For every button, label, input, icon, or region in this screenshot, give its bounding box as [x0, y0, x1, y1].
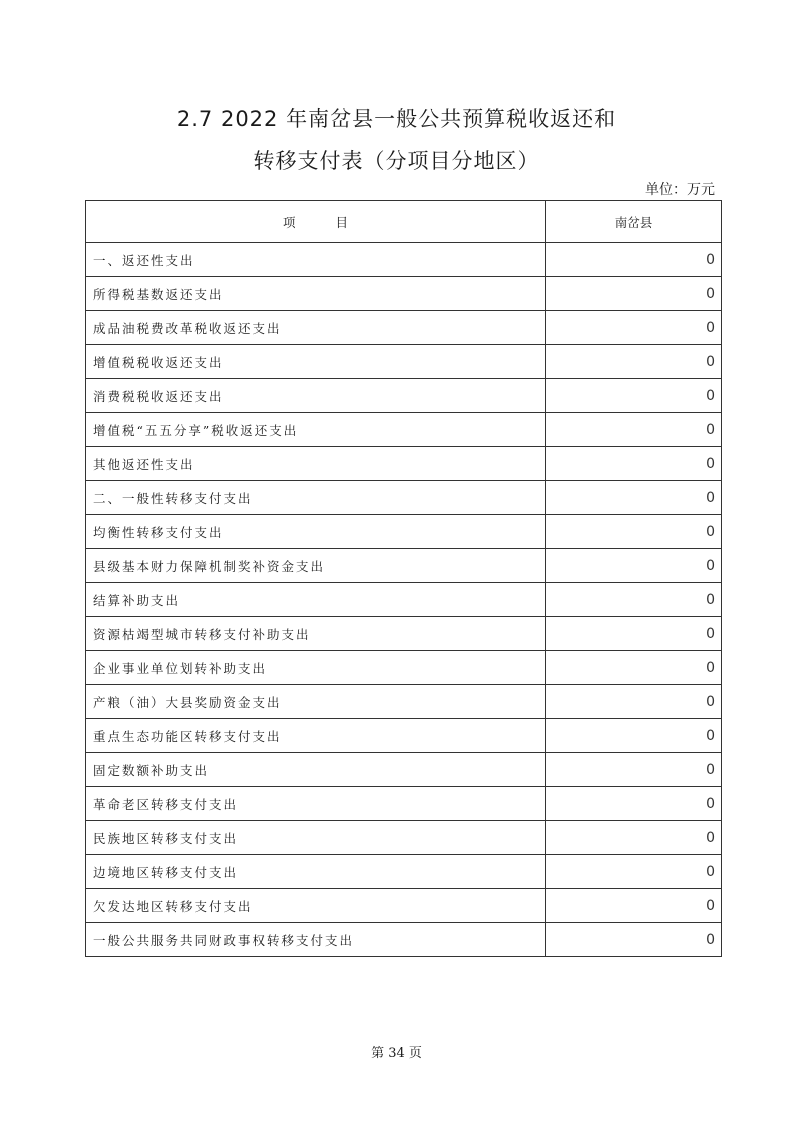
- header-item: 项 目: [86, 201, 546, 243]
- row-item-name: 增值税税收返还支出: [86, 345, 546, 379]
- table-row: [86, 413, 722, 447]
- row-item-name: 县级基本财力保障机制奖补资金支出: [86, 549, 546, 583]
- row-item-value: 0: [546, 277, 722, 311]
- table-row: [86, 787, 722, 821]
- table-row: [86, 243, 722, 277]
- table-row: [86, 685, 722, 719]
- row-item-name: 重点生态功能区转移支付支出: [86, 719, 546, 753]
- row-item-name: 成品油税费改革税收返还支出: [86, 311, 546, 345]
- row-item-value: 0: [546, 379, 722, 413]
- row-item-value: 0: [546, 787, 722, 821]
- row-item-name: 所得税基数返还支出: [86, 277, 546, 311]
- row-item-value: 0: [546, 243, 722, 277]
- row-item-name: 固定数额补助支出: [86, 753, 546, 787]
- table-row: [86, 719, 722, 753]
- row-item-name: 产粮（油）大县奖励资金支出: [86, 685, 546, 719]
- row-item-value: 0: [546, 515, 722, 549]
- row-item-value: 0: [546, 651, 722, 685]
- row-item-name: 均衡性转移支付支出: [86, 515, 546, 549]
- row-item-name: 民族地区转移支付支出: [86, 821, 546, 855]
- table-row: [86, 617, 722, 651]
- row-item-name: 一般公共服务共同财政事权转移支付支出: [86, 923, 546, 957]
- table-row: [86, 311, 722, 345]
- row-item-name: 二、一般性转移支付支出: [86, 481, 546, 515]
- row-item-value: 0: [546, 413, 722, 447]
- table-row: [86, 821, 722, 855]
- row-item-value: 0: [546, 821, 722, 855]
- table-row: [86, 753, 722, 787]
- page-title-line1: 2.7 2022 年南岔县一般公共预算税收返还和: [176, 107, 617, 131]
- row-item-value: 0: [546, 719, 722, 753]
- row-item-value: 0: [546, 549, 722, 583]
- table-row: [86, 447, 722, 481]
- table-row: [86, 583, 722, 617]
- row-item-value: 0: [546, 889, 722, 923]
- row-item-value: 0: [546, 447, 722, 481]
- row-item-value: 0: [546, 345, 722, 379]
- header-region: 南岔县: [546, 201, 722, 243]
- row-item-name: 边境地区转移支付支出: [86, 855, 546, 889]
- row-item-name: 其他返还性支出: [86, 447, 546, 481]
- row-item-name: 消费税税收返还支出: [86, 379, 546, 413]
- table-header-row: [86, 201, 722, 243]
- row-item-name: 革命老区转移支付支出: [86, 787, 546, 821]
- page-title-line2: 转移支付表（分项目分地区）: [253, 149, 540, 173]
- table-row: [86, 923, 722, 957]
- row-item-value: 0: [546, 617, 722, 651]
- table-row: [86, 277, 722, 311]
- row-item-name: 资源枯竭型城市转移支付补助支出: [86, 617, 546, 651]
- table-row: [86, 515, 722, 549]
- row-item-value: 0: [546, 923, 722, 957]
- row-item-value: 0: [546, 753, 722, 787]
- table-body: [86, 243, 722, 957]
- row-item-value: 0: [546, 481, 722, 515]
- row-item-name: 企业事业单位划转补助支出: [86, 651, 546, 685]
- table-row: [86, 855, 722, 889]
- row-item-name: 欠发达地区转移支付支出: [86, 889, 546, 923]
- row-item-value: 0: [546, 855, 722, 889]
- data-table: [85, 200, 722, 957]
- table-row: [86, 345, 722, 379]
- row-item-value: 0: [546, 685, 722, 719]
- row-item-value: 0: [546, 311, 722, 345]
- row-item-name: 一、返还性支出: [86, 243, 546, 277]
- row-item-name: 结算补助支出: [86, 583, 546, 617]
- page-number: 第 34 页: [371, 1046, 422, 1061]
- table-row: [86, 651, 722, 685]
- table-row: [86, 889, 722, 923]
- table-row: [86, 549, 722, 583]
- row-item-name: 增值税“五五分享”税收返还支出: [86, 413, 546, 447]
- unit-label: 单位：万元: [645, 182, 715, 198]
- row-item-value: 0: [546, 583, 722, 617]
- table-row: [86, 481, 722, 515]
- table-row: [86, 379, 722, 413]
